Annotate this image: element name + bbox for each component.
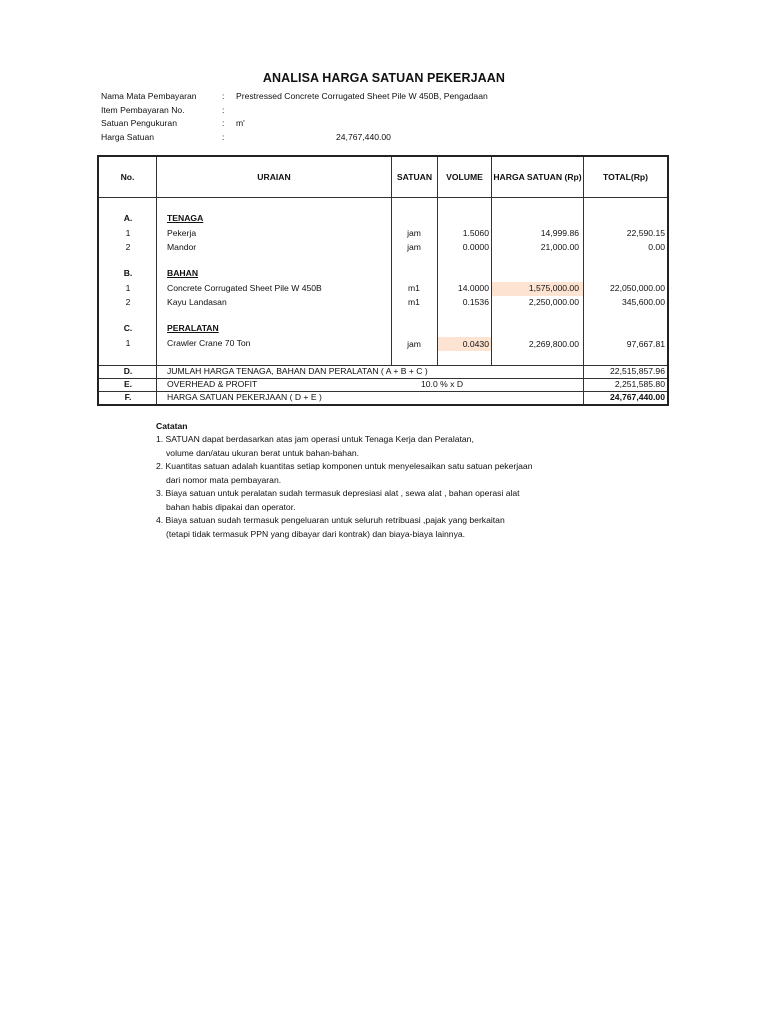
row-uraian: Pekerja	[167, 228, 197, 238]
summary-uraian: OVERHEAD & PROFIT	[167, 379, 258, 389]
row-total: 22,050,000.00	[610, 283, 665, 293]
note-line: 3. Biaya satuan untuk peralatan sudah termasuk depresiasi alat , sewa alat , bahan operasi alat	[156, 488, 520, 498]
row-volume: 0.1536	[462, 297, 489, 307]
row-harga: 1,575,000.00	[528, 283, 579, 293]
section-name: BAHAN	[167, 268, 199, 278]
note-line: volume dan/atau ukuran berat untuk bahan-bahan.	[166, 447, 360, 458]
row-satuan: m1	[408, 297, 420, 307]
info-row-item	[101, 104, 601, 118]
row-satuan: jam	[407, 339, 421, 349]
header-harga-satuan: HARGA SATUAN (Rp)	[493, 172, 582, 182]
header-volume: VOLUME	[446, 172, 483, 182]
section-code: C.	[123, 323, 133, 333]
info-label: Item Pembayaran No.	[101, 104, 185, 115]
row-uraian: Crawler Crane 70 Ton	[167, 338, 251, 348]
row-volume: 0.0000	[462, 242, 489, 252]
row-uraian: Mandor	[167, 242, 197, 252]
row-harga: 21,000.00	[540, 242, 579, 252]
row-divider	[99, 197, 667, 198]
info-value: m'	[236, 118, 245, 129]
notes-block	[156, 419, 532, 541]
summary-code: E.	[123, 379, 133, 389]
row-volume: 0.0430	[462, 339, 489, 349]
row-no: 2	[125, 242, 131, 252]
note-line: 2. Kuantitas satuan adalah kuantitas setiap komponen untuk menyelesaikan satu satuan pekerjaan	[156, 461, 533, 471]
row-satuan: jam	[407, 242, 421, 252]
row-harga: 2,250,000.00	[528, 297, 579, 307]
row-no: 1	[125, 338, 131, 348]
info-row-harga	[101, 131, 601, 145]
summary-uraian: JUMLAH HARGA TENAGA, BAHAN DAN PERALATAN ( A + B + C )	[167, 366, 428, 376]
header-uraian: URAIAN	[257, 172, 291, 182]
row-satuan: m1	[408, 283, 420, 293]
summary-percent: 10.0 % x D	[421, 379, 464, 389]
price-analysis-table	[97, 155, 669, 406]
note-line: bahan habis dipakai dan operator.	[166, 501, 296, 512]
summary-uraian: HARGA SATUAN PEKERJAAN ( D + E )	[167, 392, 322, 402]
row-uraian: Concrete Corrugated Sheet Pile W 450B	[167, 283, 322, 293]
row-harga: 2,269,800.00	[528, 339, 579, 349]
info-row-satuan	[101, 117, 601, 131]
page-title: ANALISA HARGA SATUAN PEKERJAAN	[262, 71, 506, 85]
summary-total: 22,515,857.96	[610, 366, 665, 376]
note-line: dari nomor mata pembayaran.	[166, 474, 282, 485]
row-total: 22,590.15	[626, 228, 665, 238]
section-name: TENAGA	[167, 213, 204, 223]
note-line: 4. Biaya satuan sudah termasuk pengeluaran untuk seluruh retribuasi ,pajak yang berkaitan	[156, 515, 505, 525]
row-total: 97,667.81	[626, 339, 665, 349]
summary-total: 2,251,585.80	[614, 379, 665, 389]
row-total: 345,600.00	[621, 297, 665, 307]
summary-code: F.	[124, 392, 132, 402]
row-total: 0.00	[648, 242, 665, 252]
note-line: 1. SATUAN dapat berdasarkan atas jam operasi untuk Tenaga Kerja dan Peralatan,	[156, 434, 474, 444]
row-no: 1	[125, 283, 131, 293]
info-label: Nama Mata Pembayaran	[101, 91, 197, 101]
row-satuan: jam	[407, 228, 421, 238]
summary-code: D.	[123, 366, 133, 376]
header-no: No.	[120, 172, 135, 182]
info-block	[101, 90, 601, 144]
info-colon: :	[222, 118, 225, 129]
header-satuan: SATUAN	[396, 172, 433, 182]
row-uraian: Kayu Landasan	[167, 297, 227, 307]
section-code: B.	[123, 268, 133, 278]
note-line: (tetapi tidak termasuk PPN yang dibayar dari kontrak) dan biaya-biaya lainnya.	[166, 528, 466, 539]
summary-total: 24,767,440.00	[610, 392, 665, 402]
info-value: 24,767,440.00	[336, 131, 391, 142]
row-volume: 1.5060	[462, 228, 489, 238]
row-no: 1	[125, 228, 131, 238]
info-label: Harga Satuan	[101, 131, 155, 142]
info-colon: :	[222, 91, 225, 101]
info-value: Prestressed Concrete Corrugated Sheet Pile W 450B, Pengadaan	[236, 91, 488, 101]
row-harga: 14,999.86	[540, 228, 579, 238]
info-colon: :	[222, 104, 225, 115]
info-row-nama	[101, 90, 601, 104]
section-name: PERALATAN	[167, 323, 219, 333]
info-colon: :	[222, 131, 225, 142]
header-total: TOTAL(Rp)	[602, 172, 649, 182]
info-label: Satuan Pengukuran	[101, 118, 177, 129]
row-no: 2	[125, 297, 131, 307]
notes-title: Catatan	[156, 421, 188, 431]
section-code: A.	[123, 213, 133, 223]
row-volume: 14.0000	[457, 283, 489, 293]
